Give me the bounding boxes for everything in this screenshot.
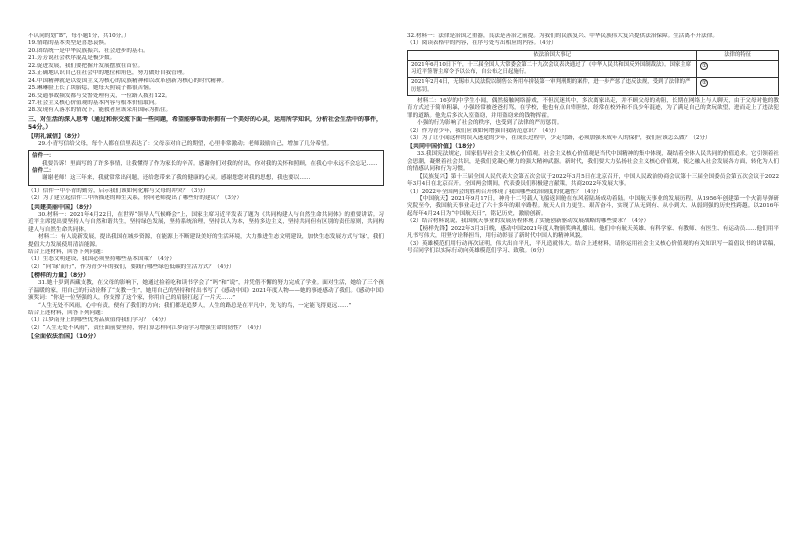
q33-topic-title: 【共同中国价值】（18分） — [407, 143, 479, 151]
judgement-item: 19.情绪的基本类型是喜怒哀惧。 — [28, 40, 110, 47]
q31-ask: 结合上述材料，回答下列问题： — [28, 309, 107, 316]
table-row — [408, 61, 779, 78]
judgement-item: 不认同的划“B”，每小题1分，共10分。） — [28, 33, 130, 39]
q31-sub1: （1）江梦南身上的哪些优秀品质值得我们学习？（4分） — [28, 317, 170, 324]
q29-sub1: （1）信件一中小青的勤劳，启示我们该如何化解与父母的冲突？（3分） — [28, 187, 209, 194]
judgement-item: 23.正确地认识自己在社会中的地位和角色，努力做好自我管理。 — [28, 70, 188, 77]
q33-material2: 【中国航天】2021年9月17日，神舟十二号载人飞船返回舱在东风着陆场成功着陆。中国航天事业的发展历程，从1956年创建第一个火箭导弹研究院至今，我国航天事业走过了六十多年的艰辛路程。航天人自力更生、艰苦奋斗，实现了从无到有、从小到大、从弱到强的历史性跨越。以2016年起每年4月24日为“中国航天日”，铭记历史，激励创新。 — [407, 196, 779, 217]
judgement-item: 21.芳芳说社会秩序混乱是极少数。 — [28, 55, 116, 62]
q30-material2: 材料二：有人说新发展，提出我国在城乡资源，在能源上不断建设美好的生活环境，大力推进生态文明建设，加快生态发展方式与‘绿’，我们提倡大力发展使用清洁能源。 — [28, 234, 384, 248]
judgement-item: 26.交通事故频发都与交警处理有关，一位路人拨打122。 — [28, 92, 171, 99]
right-column — [407, 33, 779, 541]
q29-intro: 29.小青写信给父母，每个人都在信里表达了：父母亲对自己的期望，心里非常激动；老师鼓励自己，增加了几分希望。 — [38, 140, 333, 147]
law-table — [407, 50, 779, 96]
law-table-header-row — [408, 50, 779, 60]
q30-ask: 结合上述材料，回答下列问题： — [28, 248, 107, 255]
table-row — [408, 78, 779, 95]
q31-topic-title: 【榜样的力量】（8分） — [28, 272, 90, 280]
q33-sub2: （2）结合材料说说，我国航天事业的发展历程体现了实施创新驱动发展战略的哪些要求？（4分） — [407, 218, 650, 225]
section-3-title: 三、对生活的深入思考（通过和你交流下面一些问题，希望能够帮助你拥有一个美好的心灵，运用所学知识，分析社会生活中的事件，54分。） — [28, 115, 383, 131]
judgement-list — [28, 33, 384, 115]
q32-material1: 32.材料一：法律是治国之重器，良法是善治之前提。为我们的民族复兴、中华民族伟大复兴提供法治保障。生活离不开法律。 — [407, 33, 718, 39]
q29-topic-title: 【明礼诚信】（8分） — [28, 132, 84, 140]
judgement-item: 24.中国精神就是以爱国主义为核心的民族精神和以改革创新为核心的时代精神。 — [28, 77, 228, 84]
law-table-event-2: 2021年2月4日，无锡市人民法院以制售公务用车拼装第一审判刑期的案件，进一步严惩了违反法规，受到了法律的严厉惩罚。 — [408, 78, 697, 95]
letter2-body: 谢谢老师！这三年来，我就常常出问题，还给您带来了我的健康的心灵。感谢您您对我的思想，我也要以…… — [42, 175, 311, 182]
q33-intro: 33.我国宪法规定，国家倡导社会主义核心价值观。社会主义核心价值观是当代中国精神的集中体现，凝结着全体人民共同的价值追求。它引领着社会思潮，凝聚着社会共识，是我们党凝心聚力的强大精神武器。新时代，我们要大力弘扬社会主义核心价值观，使之融入社会发展各方面，转化为人们的情感认同和行为习惯。 — [407, 151, 779, 173]
judgement-item: 27.社会主义核心价值观的基本内容与根本价值取向。 — [28, 99, 160, 106]
law-table-header-features: 法律的特征 — [697, 50, 779, 60]
letter2-head: 信件二： — [32, 168, 55, 175]
q30-sub1: （1）生态文明建设，我国必须坚持哪些基本国策？（4分） — [28, 256, 175, 263]
judgement-item: 28.发现有人落水的情况下，能救者应该采用国际为抓住。 — [28, 107, 172, 114]
q31-material2: “人生无处不风雨，心中有责，便有了我们的方向；我们都是追梦人，人生的路总是在平凡中，先飞的鸟，一定能飞得更远……” — [38, 302, 352, 309]
q32-material2: 材料二：16岁的中学生小闻，偶然接触网络游戏，不但沉迷其中，多次离家出走，并不顾父母的劝阻，长期在网络上与人聊天，由于父母对他的教育方式过于简单粗暴，小强经常被爸爸打骂，在学校，他也有点自卑胆怯，经常在校外和不良少年混迹，为了满足自己的贪玩欲望，进而走上了违法犯罪的道路。他先后多次入室盗窃，并用盗窃来的钱物挥霍。 — [407, 97, 779, 119]
q33-sub1: （1）2022年全国两会的胜利召开体现了我国哪些政治制度的优越性？（4分） — [407, 188, 602, 195]
q30-material1: 30.材料一：2021年4月22日，在世界“领导人气候峰会”上，国家主席习近平发表了题为《共同构建人与自然生命共同体》的重要讲话。习近平主席提出要坚持人与自然和谐共生，坚持绿色发展，坚持系统治理，坚持以人为本，坚持多边主义，坚持共同但有区别的责任原则，共同构建人与自然生命共同体。 — [28, 211, 384, 233]
q32-material2b: 小强的行为影响了社会的秩序，也受到了法律的严厉惩罚。 — [417, 120, 563, 127]
q33-material3: 【榜样先锋】2022年3月3日晚，感动中国2021年度人物颁奖典礼播出。他们中有航天英雄、有科学家、有教师、有医生、有运动员……他们用平凡书写伟大，用坚守诠释担当，用行动彰显了新时代中国人的精神风貌。 — [407, 225, 779, 240]
q33-sub3: （3）英雄模范们用行动再次证明，伟大出自平凡，平凡造就伟大。结合上述材料，请你运用社会主义核心价值观的有关知识写一篇倡议书的讲话稿，号召同学们以实际行动向英雄模范们学习、致敬。（6分） — [407, 240, 779, 255]
q32-sub1: （1）阅读表格中的内容，在序号处写出相应的内容。（4分） — [407, 40, 557, 47]
q33-material1: 【民族复兴】第十三届全国人民代表大会第五次会议于2022年3月5日在北京召开，中国人民政治协商会议第十三届全国委员会第五次会议于2022年3月4日在北京召开。全国两会期间，代表委员们积极建言献策，共商2022年发展大事。 — [407, 173, 779, 188]
left-column — [28, 33, 384, 541]
q31-material: 31.她十岁到西藏支教，在父母的影响下，她通过捡着吃和读书学会了“吗”和“说”，并凭借不懈的努力完成了学业。面对生活，她给了三个孩子温暖的家，用自己的行动诠释了“支教一生”，她用自己的坚持和付出书写了《感动中国》2021年度人物——她的事迹感动了我们。《感动中国》颁奖词：“你是一位坚强的人，你支撑了这个家，你用自己的肩膀扛起了一片天……” — [28, 280, 384, 302]
judgement-item: 20.团结统一是中华民族振兴、社会进步的基石。 — [28, 47, 149, 54]
q29-sub2: （2）为了建立起信件二中所描述的师生关系，你向老师提出了哪些好的建议？（3分） — [28, 195, 243, 202]
answer-blank-1: ① — [702, 63, 707, 70]
q30-topic-title: 【共建美丽中国】（8分） — [28, 203, 96, 211]
letter-box — [28, 150, 384, 186]
q32-sub2: （2）作为青少年，我们应该如何增强自我防范意识？（4分） — [407, 127, 560, 134]
q32-sub3: （3）为了让小闻这样的误入迷途的少年，在成长过程中，少走弯路，必须加强未成年人的保护，我们应该怎么做？（2分） — [407, 135, 711, 141]
q32-topic-title: 【全面依法治国】（10分） — [28, 333, 100, 341]
answer-blank-2: ② — [702, 80, 707, 87]
letter1-head: 信件一： — [32, 153, 55, 160]
q30-sub2: （2）“向‘绿’而行”，作为青少年的我们，要践行哪些绿色低碳的生活方式？（4分） — [28, 263, 235, 270]
judgement-item: 25.琳琳脸上长了块胎痣，她每天照镜子都很苦恼。 — [28, 85, 155, 92]
q31-sub2: （2）“人生无处不风雨”，责任面前要坚持，你打算怎样向江梦南学习增强生命的韧性？（4分） — [28, 324, 265, 331]
judgement-item: 22.促进发展，我们要把握开发展摆放在首位。 — [28, 62, 144, 69]
letter1-body: 我要告诉！里面写的了许多事情，让我懂得了作为家长的辛苦。感谢你们对我的付出，你对我的关怀和照顾，在我心中永远不会忘记…… — [42, 160, 378, 167]
law-table-header-events: 依法治国大事记 — [408, 50, 697, 60]
law-table-event-1: 2021年6月10日下午，十三届全国人大常委会第二十九次会议表决通过了《中华人民共和国反外国制裁法》。国家主席习近平签署主席令予以公布，自公布之日起施行。 — [408, 61, 697, 78]
